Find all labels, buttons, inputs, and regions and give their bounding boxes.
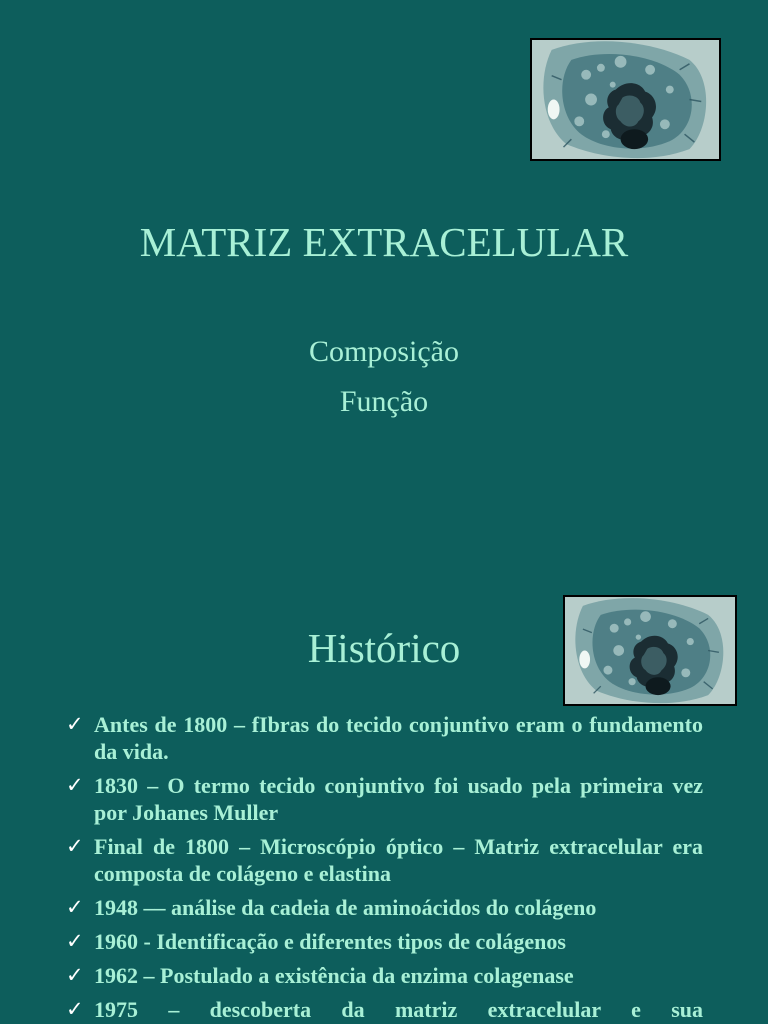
checkmark-icon: ✓ xyxy=(66,929,84,953)
list-item xyxy=(66,833,703,887)
checkmark-icon: ✓ xyxy=(66,773,84,797)
micrograph-image-graphic xyxy=(532,40,719,159)
slide-title: MATRIZ EXTRACELULAR xyxy=(139,219,629,265)
list-item xyxy=(66,711,703,765)
checkmark-icon: ✓ xyxy=(66,712,84,736)
list-item-text: 1960 - Identificação e diferentes tipos de colágenos xyxy=(94,929,566,954)
history-slide xyxy=(0,560,768,1024)
list-item-text: 1975 – descoberta da matriz extracelular e sua xyxy=(94,997,703,1022)
micrograph-image xyxy=(530,38,721,161)
subtitle-function: Função xyxy=(339,385,429,418)
list-item xyxy=(66,772,703,826)
list-item-text: 1948 –– análise da cadeia de aminoácidos do colágeno xyxy=(94,895,597,920)
list-item-text: Antes de 1800 – fIbras do tecido conjuntivo eram o fundamento da vida. xyxy=(94,712,703,764)
checkmark-icon: ✓ xyxy=(66,997,84,1021)
list-item-text: Final de 1800 – Microscópio óptico – Matriz extracelular era composta de colágeno e elastina xyxy=(94,834,703,886)
subtitle-composition: Composição xyxy=(309,335,459,368)
list-item-text: 1962 – Postulado a existência da enzima colagenase xyxy=(94,963,574,988)
history-list xyxy=(66,711,703,1024)
checkmark-icon: ✓ xyxy=(66,834,84,858)
list-item xyxy=(66,894,703,921)
list-item xyxy=(66,996,703,1023)
checkmark-icon: ✓ xyxy=(66,895,84,919)
checkmark-icon: ✓ xyxy=(66,963,84,987)
list-item xyxy=(66,928,703,955)
history-title: Histórico xyxy=(307,625,461,671)
list-item xyxy=(66,962,703,989)
list-item-text: 1830 – O termo tecido conjuntivo foi usado pela primeira vez por Johanes Muller xyxy=(94,773,703,825)
